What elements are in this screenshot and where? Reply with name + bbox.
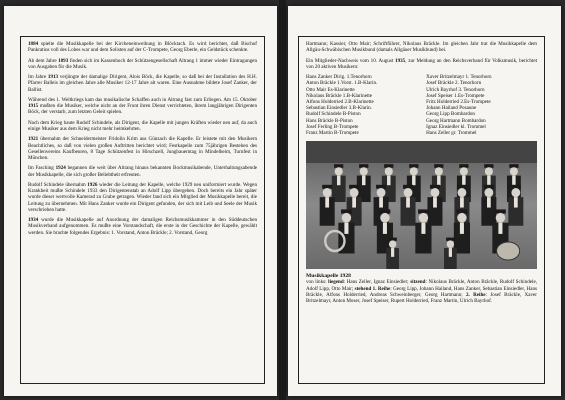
caption-text: : Josef Bräckle, Xaver Britzelmayr, Anton Moser, Josef Speiser, Rupert Holderried, Franz Martin, Ulrich Bayrhof.	[306, 291, 537, 305]
paragraph-year: 1921	[28, 136, 39, 143]
band-photo-image	[306, 141, 537, 269]
chronicle-paragraph	[28, 136, 257, 161]
paragraph-year: 1926	[87, 181, 98, 188]
paragraph-text: übernahm der Schneidermeister Fridolin Krim aus Günzach die Kapelle. Er leistete mit den Musikern Beachtliches, so daß von vielen großen Auftritten berichtet wird; Festkapelle zum 75jährigen Bestehen des Gesellenvereins Kaufbeuren, 8 Tage Schützenfest in Hirschzell, Jungbauerntag in Mindelheim, Turnfest in München.	[28, 136, 257, 161]
member-entry: Hans Bräckle B-Piston	[306, 117, 353, 124]
chronicle-paragraph	[28, 58, 257, 70]
member-entry: Xaver Britzelmayr 1. Tenorhorn	[426, 74, 492, 81]
member-entry: Anton Bräckle 1.Vorst. 1.B-Klarin.	[306, 80, 378, 87]
paragraph-text: wurde die Musikkapelle auf Anordnung der damaligen Reichsmusikkammer in den Süddeutschen Musikverband aufgenommen. Es mußte eine Vorstandschaft, die erste in der Geschichte der Kapelle, gewählt werden. Sie brachte folgendes Ergebnis: 1. Vorstand, Anton Bräckle; 2. Vorstand, Georg	[28, 217, 257, 236]
chronicle-paragraph	[28, 41, 257, 53]
book-spine	[279, 0, 286, 400]
member-entry: Fritz Holderried 2.Es-Trompete	[426, 99, 491, 105]
paragraph-year: 1884	[28, 41, 39, 47]
paragraph-prefix: Ab dem Jahre	[28, 57, 59, 64]
paragraph-text: mußten die Musiker, welche nicht an der Front ihren Dienst verrichteten, ihrem langjährigen Dirigenten Böck, der verstarb, zum letzten Geleit spielen.	[28, 103, 257, 116]
members-list-right	[426, 74, 537, 136]
caption-group-label: liegend	[328, 279, 344, 286]
paragraph-text: Nach dem Krieg baute Rudolf Schindele, als Dirigent, die Kapelle mit jungen Kräften wieder neu auf, da auch einige Musiker aus dem Krieg nicht mehr heimkehrten.	[28, 119, 257, 132]
member-entry: Ulrich Bayrhof 3. Tenorhorn	[426, 86, 485, 93]
members-list	[306, 74, 537, 136]
member-entry: Johann Hailand Posaune	[426, 105, 477, 112]
paragraph-prefix: Im Fasching	[28, 165, 56, 172]
right-page	[288, 6, 561, 396]
member-entry: Nikolaus Bräckle 1.B-Klarinette	[306, 92, 373, 99]
member-entry: Georg Hartmann Bombardon	[426, 117, 486, 124]
chronicle-paragraph	[28, 97, 257, 116]
paragraph-text: finden sich im Kassenbuch der Schützengesellschaft Altrang 1 immer wieder Eintragungen von Ausgaben für die Musik.	[28, 57, 257, 70]
member-entry: Josef Bräckle 2. Tenorhorn	[426, 80, 482, 87]
paragraph-prefix: Während des 1. Weltkriegs kam das musikalische Schaffen auch in Altrang fast zum Erliegen. Am 15. Oktober	[28, 96, 257, 103]
paragraph-year: 1934	[28, 217, 39, 224]
caption-text: : Nikolaus Bräckle, Anton Bräckle, Rudolf Schindele, Adolf Lipp, Otto Mair;	[306, 279, 538, 292]
paragraph-text: verjüngte der damalige Dirigent, Alois Böck, die Kapelle, so daß bei der Installation des H.H. Pfarrer Balleis im gleichen Jahre alle Musiker 12-17 Jahre alt waren. Eine Ausnahme bildete Josef Zanker, der Ballist.	[28, 74, 257, 93]
caption-text: : Hans Zeller, Ignaz Einsiedler;	[343, 279, 411, 286]
chronicle-paragraph	[28, 165, 257, 177]
member-entry: Georg Lipp Bombardon	[426, 111, 475, 118]
chronicle-paragraph	[28, 217, 257, 236]
member-entry: Otto Mair Es-Klarinette	[306, 86, 355, 93]
member-entry: Sebastian Einsiedler 3.B-Klarin.	[306, 105, 372, 112]
members-intro: Ein Mitglieder-Nachweis vom 10. August 1935, zur Meldung an den Reichsverband für Volksmusik, berichtet von 20 aktiven Musikern:	[306, 57, 537, 70]
drum-icon	[497, 242, 520, 260]
caption-group-label: 2. Reihe	[465, 291, 486, 298]
member-entry: Ignaz Einsiedler kl. Trommel	[426, 123, 486, 130]
band-photo	[306, 141, 537, 269]
paragraph-year: 1893	[58, 57, 69, 64]
chronicle-paragraph	[28, 74, 257, 93]
member-entry: Franz Martin B-Trompete	[306, 130, 359, 137]
paragraph-text: spielte die Musikkapelle bei der Kircheneinweihung in Blöcktach. Es wird berichtet, daß Bischof Pankratius voll des Lobes war und dem Solisten auf der C-Trompete, Georg Eberle, ein Geldstück schenkte.	[28, 41, 257, 54]
caption-group-label: sitzend	[410, 279, 426, 286]
chronicle-paragraph	[28, 182, 257, 213]
members-list-left	[306, 74, 417, 136]
paragraph-text: begannen die weit über Altrang hinaus bekannten Bockmusikabende, Unterhaltungsabende der Musikkapelle, die sich großer Beliebtheit erfreuten.	[28, 165, 257, 178]
member-entry: Josef Ferling B-Trompete	[306, 123, 359, 130]
member-entry: Josef Speiser 1.Es-Trompete	[426, 92, 485, 99]
right-text-frame	[298, 36, 545, 384]
member-entry: Hans Zeller gr. Trommel	[426, 130, 477, 137]
paragraph-text: wieder die Leitung der Kapelle, welche 1929 neu uniformiert wurde. Wegen Krankheit mußte Schindele 1933 den Dirigentenstab an Adolf Lipp übergeben. Doch bereits ein Jahr später wurde dieser wertvolle Kamerad zu Grabe getragen. Wieder fand sich ein Mitglied der Musikkapelle bereit, die Leitung zu übernehmen. Mit Hans Zanker wurde ein Dirigent gefunden, der sich mit Leib und Seele der Musik verschrieben hatte.	[28, 181, 257, 213]
member-entry: Alfons Holderried 2.B-Klarinette	[306, 99, 374, 105]
caption-group-label: stehend 1. Reihe	[354, 285, 391, 292]
left-text-frame	[20, 36, 265, 384]
paragraph-year: 1915	[28, 103, 39, 110]
member-entry: Hans Zanker Dirig. 1.Tenorhorn	[306, 74, 372, 81]
photo-caption-title: Musikkapelle 1928	[306, 273, 351, 280]
member-entry: Rudolf Schindele B-Piston	[306, 111, 361, 118]
paragraph-prefix: Im Jahre	[28, 74, 48, 81]
paragraph-year: 1913	[47, 74, 59, 81]
intro-paragraph: Hartmann; Kassier, Otto Mair; Schriftführer, Nikolaus Bräckle. Im gleichen Jahr trat die Musikkapelle dem Allgäu-Schwäbischen Musikbund (damals Allgäuer Musikbund) bei.	[306, 41, 537, 54]
caption-text: von links:	[306, 279, 329, 286]
paragraph-year: 1924	[55, 165, 66, 172]
left-page	[4, 6, 277, 396]
photo-caption	[306, 279, 537, 304]
chronicle-paragraph	[28, 120, 257, 132]
caption-text: : Georg Lipp, Johann Hailand, Hans Zanker, Sebastian Einsiedler, Hans Bräckle, Alfons Holderried, Andreas Schweinberger, Georg Hartmann;	[306, 285, 538, 298]
paragraph-prefix: Rudolf Schindele übernahm	[28, 181, 88, 188]
